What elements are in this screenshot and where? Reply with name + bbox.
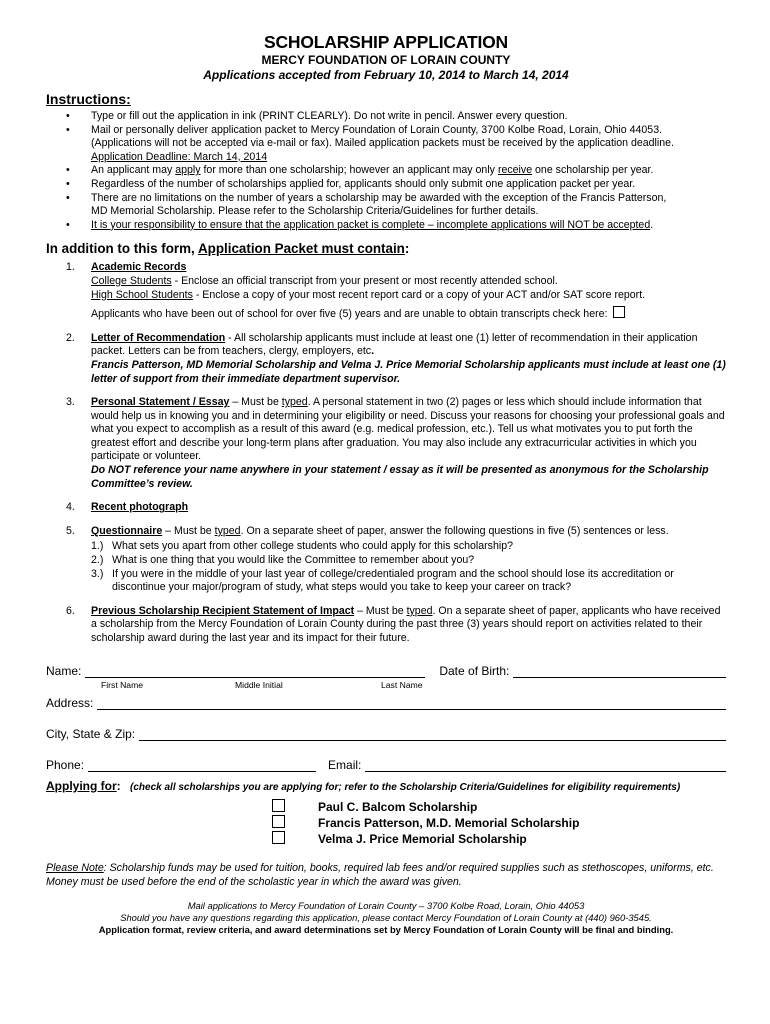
scholarship-option: Velma J. Price Memorial Scholarship (272, 831, 726, 847)
name-label: Name: (46, 663, 82, 678)
instruction-item: • An applicant may apply for more than one scholarship; however an applicant may only receive one scholarship per year. (66, 164, 654, 177)
instruction-item: • Mail or personally deliver application packet to Mercy Foundation of Lorain County, 3700 Kolbe Road, Lorain, Ohio 44053. (Applications will not be accepted via e-mail or fax). Mailed application packets must be received by the application deadline. Application Deadline: March 14, 2014 (66, 123, 674, 163)
email-field[interactable] (365, 757, 726, 772)
requirement-academic-records: 1. Academic Records College Students - Enclose an official transcript from your present or most recently attended school. High School Students - Enclose a copy of your most recent report card or a copy of your ACT and/or SAT score report. Applicants who have been out of school for over five (5) years and are unable to obtain transcripts check here: (66, 261, 646, 321)
city-state-zip-field[interactable] (139, 726, 726, 741)
instruction-item: • There are no limitations on the number of years a scholarship may be awarded with the exception of the Francis Patterson, MD Memorial Scholarship. Please refer to the Scholarship Criteria/Guidelines for further details. (66, 191, 667, 218)
francis-patterson-checkbox[interactable] (272, 815, 285, 828)
questionnaire-questions (91, 540, 726, 594)
footer-mail-address: Mail applications to Mercy Foundation of Lorain County – 3700 Kolbe Road, Lorain, Ohio 44053 (187, 899, 585, 911)
page-title: SCHOLARSHIP APPLICATION (264, 32, 508, 52)
phone-field[interactable] (88, 757, 316, 772)
instruction-item: • Regardless of the number of scholarships applied for, applicants should only submit one application packet per year. (66, 177, 636, 190)
phone-label: Phone: (46, 757, 85, 772)
velma-price-checkbox[interactable] (272, 831, 285, 844)
footer-contact: Should you have any questions regarding this application, please contact Mercy Foundation of Lorain County at (440) 960-3545. (120, 911, 652, 923)
date-of-birth-label: Date of Birth: (439, 663, 510, 678)
name-field[interactable] (85, 663, 425, 678)
instruction-item: • Type or fill out the application in ink (PRINT CLEARLY). Do not write in pencil. Answer every question. (66, 110, 568, 122)
scholarship-option: Paul C. Balcom Scholarship (272, 799, 726, 815)
requirement-recent-photograph: 4. Recent photograph (66, 501, 189, 514)
date-of-birth-field[interactable] (513, 663, 726, 678)
instructions-list (46, 110, 726, 232)
footer-binding-statement: Application format, review criteria, and award determinations set by Mercy Foundation of Lorain County will be final and binding. (98, 923, 674, 935)
footer (46, 900, 726, 936)
application-dates: Applications accepted from February 10, 2014 to March 14, 2014 (203, 68, 569, 82)
scholarship-option: Francis Patterson, M.D. Memorial Scholarship (272, 815, 726, 831)
email-label: Email: (328, 757, 362, 772)
applying-for: Applying for: (check all scholarships you are applying for; refer to the Scholarship Criteria/Guidelines for eligibility requirements) (46, 778, 681, 793)
packet-heading: In addition to this form, Application Packet must contain: (46, 241, 410, 257)
requirement-statement-of-impact: 6. Previous Scholarship Recipient Statement of Impact – Must be typed. On a separate sheet of paper, applicants who have received a scholarship from the Mercy Foundation of Lorain County during the past three (3) years should report on activities related to their scholarship award during the last year and its impact for their future. (66, 604, 721, 644)
packet-requirements-list (46, 261, 726, 645)
city-state-zip-label: City, State & Zip: (46, 726, 136, 741)
question-item: 3.) If you were in the middle of your last year of college/credentialed program and the school should lose its accreditation or discontinue your major/program of study, what steps would you take to keep your career on track? (91, 567, 674, 594)
organization-name: MERCY FOUNDATION OF LORAIN COUNTY (261, 53, 511, 67)
question-item: 2.) What is one thing that you would like the Committee to remember about you? (91, 554, 475, 567)
scholarship-options (272, 799, 726, 847)
applying-for-instruction: (check all scholarships you are applying for; refer to the Scholarship Criteria/Guidelines for eligibility requirements) (130, 781, 681, 793)
applying-for-label: Applying for (46, 778, 117, 793)
applicant-form (46, 662, 726, 772)
please-note: Please Note: Scholarship funds may be used for tuition, books, required lab fees and/or required supplies such as stethoscopes, uniforms, etc. Money must be used before the end of the scholastic year in which the award was given. (46, 861, 714, 888)
transcript-unavailable-checkbox[interactable] (613, 306, 625, 318)
paul-balcom-checkbox[interactable] (272, 799, 285, 812)
address-label: Address: (46, 695, 94, 710)
address-field[interactable] (97, 695, 726, 710)
requirement-questionnaire: 5. Questionnaire – Must be typed. On a separate sheet of paper, answer the following questions in five (5) sentences or less. 1.) What sets you apart from other college students who could apply for this scholarship? 2.) What is one thing that you would like the Committee to remember about you? 3.) If you were in the middle of your last year of college/credentialed program and the school should lose its accreditation or discontinue your major/program of study, what steps would you take to keep your career on track? (46, 525, 726, 595)
question-item: 1.) What sets you apart from other college students who could apply for this scholarship? (91, 540, 514, 553)
instruction-item: • It is your responsibility to ensure that the application packet is complete – incomplete applications will NOT be accepted. (66, 218, 654, 231)
requirement-letter-of-recommendation: 2. Letter of Recommendation - All scholarship applicants must include at least one (1) letter of recommendation in their application packet. Letters can be from teachers, clergy, employers, etc. Francis Patterson, MD Memorial Scholarship and Velma J. Price Memorial Scholarship applicants must include at least one (1) letter of support from their immediate department supervisor. (66, 331, 726, 385)
instructions-heading: Instructions: (46, 91, 131, 107)
requirement-personal-statement: 3. Personal Statement / Essay – Must be typed. A personal statement in two (2) pages or less which should include information that would help us in knowing you and in determining your eligibility or need. Discuss your reasons for choosing your professional goals and what you expect to accomplish as a result of this award (e.g. medical profession, etc.). Tell us what motivates you to put forth the greatest effort and describe your long-term plans after graduation. You may also include any extracurricular activities in which you participate or volunteer. Do NOT reference your name anywhere in your statement / essay as it will be presented as anonymous for the Scholarship Committee’s review. (66, 396, 725, 490)
application-deadline: Application Deadline: March 14, 2014 (91, 150, 268, 163)
name-field-captions: First Name Middle Initial Last Name (101, 679, 423, 690)
